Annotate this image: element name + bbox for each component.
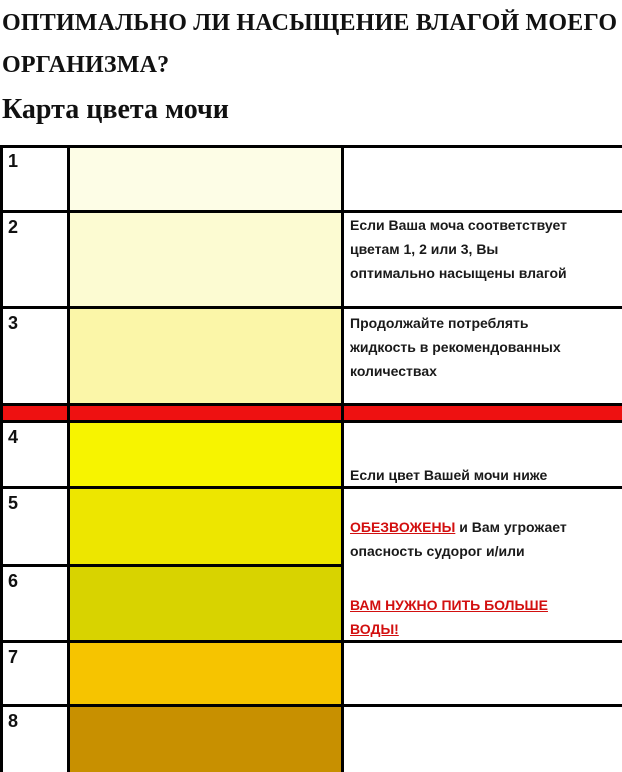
- drink-more-line2: ВОДЫ!: [350, 621, 399, 637]
- grid-line: [0, 210, 622, 213]
- row-number-5: 5: [8, 493, 19, 513]
- drink-more-line1: ВАМ НУЖНО ПИТЬ БОЛЬШЕ: [350, 597, 548, 613]
- note-optimal-line2: цветам 1, 2 или 3, Вы: [350, 241, 499, 257]
- grid-line: [0, 306, 622, 309]
- dehydrated-warning: ОБЕЗВОЖЕНЫ: [350, 519, 456, 535]
- row-number-4: 4: [8, 427, 19, 447]
- row-number-2: 2: [8, 217, 19, 237]
- divider-bar: [0, 405, 622, 421]
- color-swatch-1: [68, 145, 342, 211]
- note-continue: [344, 311, 622, 405]
- page-title: ОПТИМАЛЬНО ЛИ НАСЫЩЕНИЕ ВЛАГОЙ МОЕГО ОРГАНИЗМА?: [2, 10, 618, 78]
- note-continue-line2: жидкость в рекомендованных: [350, 339, 561, 355]
- grid-line: [0, 145, 622, 148]
- color-swatch-3: [68, 307, 342, 405]
- row-number-6: 6: [8, 571, 19, 591]
- note-optimal-line1: Если Ваша моча соответствует: [350, 217, 567, 233]
- note-dehydrated-line2-rest: и Вам угрожает: [455, 519, 567, 535]
- row-number-3: 3: [8, 313, 19, 333]
- color-swatch-6: [68, 565, 342, 641]
- note-dehydrated-line3: опасность судорог и/или: [350, 543, 525, 559]
- grid-line: [0, 403, 622, 406]
- note-action: [344, 593, 622, 643]
- grid-line: [0, 564, 342, 567]
- row-number-7: 7: [8, 647, 19, 667]
- color-swatch-7: [68, 641, 342, 705]
- chart-subtitle: Карта цвета мочи: [2, 94, 229, 125]
- grid-line: [0, 640, 622, 643]
- note-optimal-line3: оптимально насыщены влагой: [350, 265, 567, 281]
- row-number-8: 8: [8, 711, 19, 731]
- color-swatch-2: [68, 211, 342, 307]
- grid-line: [0, 704, 622, 707]
- grid-line: [67, 145, 70, 772]
- note-optimal: [344, 213, 622, 307]
- grid-line: [0, 145, 3, 772]
- color-swatch-5: [68, 487, 342, 565]
- color-swatch-8: [68, 705, 342, 772]
- note-continue-line3: количествах: [350, 363, 437, 379]
- row-number-1: 1: [8, 151, 19, 171]
- note-continue-line1: Продолжайте потреблять: [350, 315, 529, 331]
- note-dehydrated-2: [344, 515, 622, 565]
- grid-line: [0, 486, 622, 489]
- grid-line: [0, 420, 622, 423]
- color-swatch-4: [68, 421, 342, 487]
- note-dehydrated-line1: Если цвет Вашей мочи ниже: [350, 467, 548, 483]
- grid-line: [341, 145, 344, 772]
- note-dehydrated-1: [344, 463, 622, 487]
- urine-color-chart: [0, 145, 622, 772]
- note-dehydrated-line2: [350, 515, 622, 539]
